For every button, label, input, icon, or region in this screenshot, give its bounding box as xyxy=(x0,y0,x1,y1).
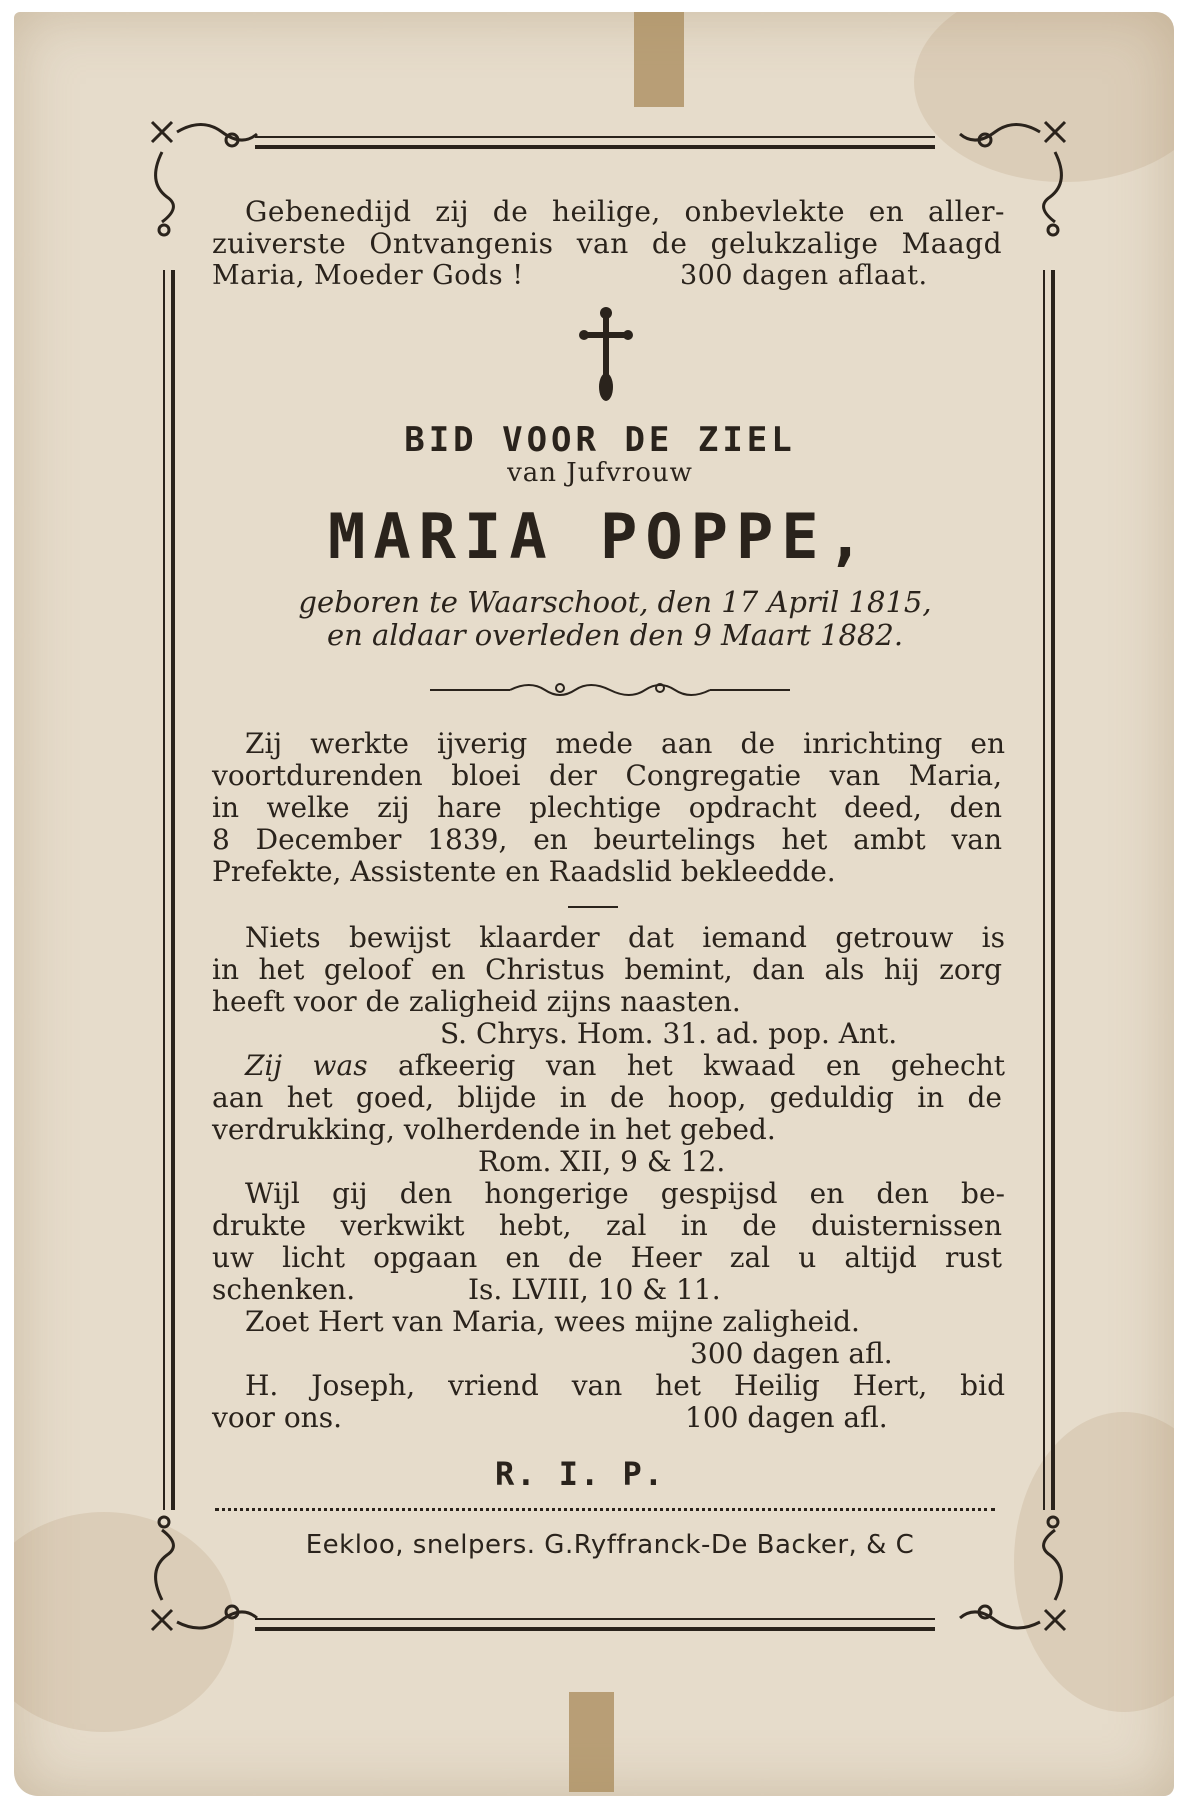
dotted-separator xyxy=(215,1508,995,1511)
citation-chrysostom: S. Chrys. Hom. 31. ad. pop. Ant. xyxy=(440,1017,898,1050)
tape-mark-top xyxy=(634,12,684,107)
paragraph2-line-1: Niets bewijst klaarder dat iemand getrouw is xyxy=(245,921,1005,954)
paragraph1-line-1: Zij werkte ijverig mede aan de inrichting en xyxy=(245,727,1005,760)
indulgence-100: 100 dagen afl. xyxy=(685,1401,888,1434)
frame-bottom-rule xyxy=(255,1618,935,1631)
paragraph1-line-5: Prefekte, Assistente en Raadslid bekleedde. xyxy=(212,855,836,888)
paragraph3-line-3: verdrukking, volherdende in het gebed. xyxy=(212,1113,776,1146)
header-line-1: Gebenedijd zij de heilige, onbevlekte en aller- xyxy=(245,195,1005,228)
prayer-st-joseph-line-1: H. Joseph, vriend van het Heilig Hert, bid xyxy=(245,1369,1005,1402)
paragraph1-line-2: voortdurenden bloei der Congregatie van Maria, xyxy=(212,759,1002,792)
corner-ornament-bottom-left-icon xyxy=(142,1500,282,1640)
rip-line: R. I. P. xyxy=(494,1455,666,1493)
paragraph3-italic-lead: Zij was xyxy=(245,1049,368,1082)
death-line: en aldaar overleden den 9 Maart 1882. xyxy=(326,618,904,652)
paragraph3-line-1-text: afkeerig van het kwaad en gehecht xyxy=(367,1049,1005,1082)
paragraph4-line-3: uw licht opgaan en de Heer zal u altijd rust xyxy=(212,1241,1002,1274)
header-line-2: zuiverste Ontvangenis van de gelukzalige Maagd xyxy=(212,227,1002,260)
honorific-line: van Jufvrouw xyxy=(507,458,693,488)
frame-top-rule xyxy=(255,136,935,149)
birth-line: geboren te Waarschoot, den 17 April 1815, xyxy=(298,585,932,619)
paragraph4-line-2: drukte verkwikt hebt, zal in de duisternissen xyxy=(212,1209,1002,1242)
paragraph2-line-3: heeft voor de zaligheid zijns naasten. xyxy=(212,985,741,1018)
tape-mark-bottom xyxy=(569,1692,614,1792)
corner-ornament-bottom-right-icon xyxy=(935,1500,1075,1640)
printer-imprint: Eekloo, snelpers. G.Ryffranck-De Backer, & C xyxy=(305,1530,915,1560)
cross-icon xyxy=(578,305,634,405)
paragraph3-line-1 xyxy=(245,1050,1005,1081)
prayer-st-joseph-line-2: voor ons. xyxy=(212,1401,342,1434)
header-indulgence: 300 dagen aflaat. xyxy=(680,260,928,291)
frame-right-rule xyxy=(1043,270,1055,1510)
paragraph4-line-4-left: schenken. xyxy=(212,1273,356,1306)
prayer-sacred-heart-mary: Zoet Hert van Maria, wees mijne zaligheid. xyxy=(245,1305,860,1338)
deceased-name: MARIA POPPE, xyxy=(328,500,872,573)
flourish-divider-icon xyxy=(430,675,790,705)
frame-left-rule xyxy=(163,270,175,1510)
prayer-title: BID VOOR DE ZIEL xyxy=(404,420,796,460)
header-line-3: Maria, Moeder Gods ! xyxy=(212,260,524,291)
indulgence-300: 300 dagen afl. xyxy=(690,1337,893,1370)
paragraph1-line-3: in welke zij hare plechtige opdracht deed, den xyxy=(212,791,1002,824)
short-divider xyxy=(568,906,618,908)
paragraph4-line-1: Wijl gij den hongerige gespijsd en den be- xyxy=(245,1177,1005,1210)
paragraph1-line-4: 8 December 1839, en beurtelings het ambt van xyxy=(212,823,1002,856)
paragraph2-line-2: in het geloof en Christus bemint, dan als hij zorg xyxy=(212,953,1002,986)
citation-isaiah: Is. LVIII, 10 & 11. xyxy=(468,1273,721,1306)
citation-romans: Rom. XII, 9 & 12. xyxy=(478,1145,726,1178)
paragraph3-line-2: aan het goed, blijde in de hoop, geduldig in de xyxy=(212,1081,1002,1114)
